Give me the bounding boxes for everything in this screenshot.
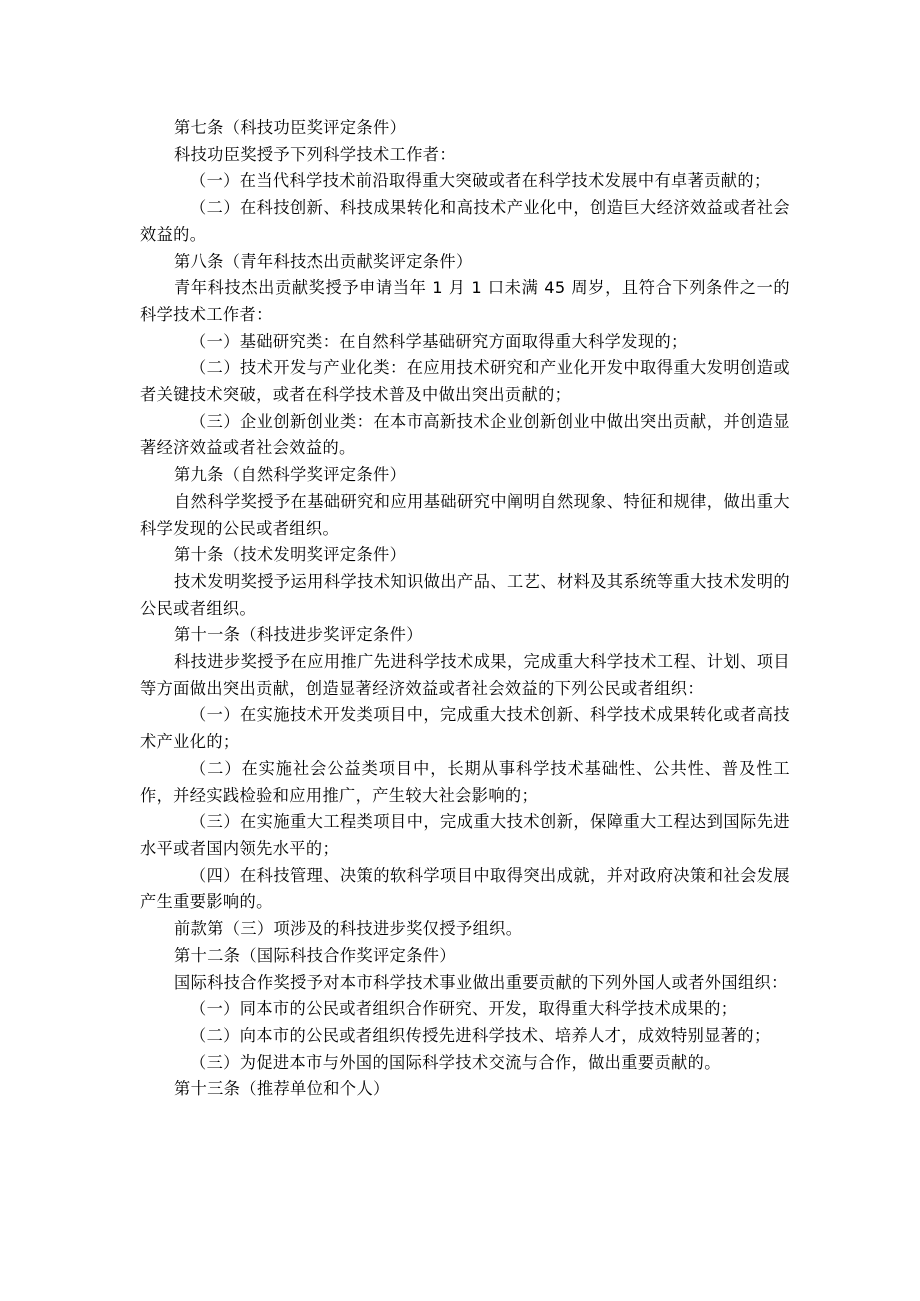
list-item: （二）在科技创新、科技成果转化和高技术产业化中，创造巨大经济效益或者社会效益的。 [140,198,790,244]
paragraph: 科技进步奖授予在应用推广先进科学技术成果，完成重大科学技术工程、计划、项目等方面做出突出贡献，创造显著经济效益或者社会效益的下列公民或者组织： [140,652,790,698]
article-heading: 第七条（科技功臣奖评定条件） [174,118,407,137]
article-heading: 第十二条（国际科技合作奖评定条件） [174,945,456,965]
paragraph: 自然科学奖授予在基础研究和应用基础研究中阐明自然现象、特征和规律，做出重大科学发现的公民或者组织。 [140,491,790,538]
list-item: （三）为促进本市与外国的国际科学技术交流与合作，做出重要贡献的。 [190,1052,721,1072]
article-heading: 第十条（技术发明奖评定条件） [174,545,407,565]
list-item: （一）在当代科学技术前沿取得重大突破或者在科学技术发展中有卓著贡献的； [190,171,771,191]
list-item: （三）在实施重大工程类项目中，完成重大技术创新，保障重大工程达到国际先进水平或者国内领先水平的； [140,812,790,858]
paragraph: 国际科技合作奖授予对本市科学技术事业做出重要贡献的下列外国人或者外国组织： [174,972,788,992]
list-item: （三）企业创新创业类：在本市高新技术企业创新创业中做出突出贡献，并创造显著经济效益或者社会效益的。 [140,411,790,458]
document-body [140,115,790,1103]
article-heading: 第八条（青年科技杰出贡献奖评定条件） [174,251,473,271]
list-item: （一）同本市的公民或者组织合作研究、开发，取得重大科学技术成果的； [190,999,738,1019]
list-item: （二）技术开发与产业化类：在应用技术研究和产业化开发中取得重大发明创造或者关键技术突破，或者在科学技术普及中做出突出贡献的； [140,358,790,405]
paragraph: 青年科技杰出贡献奖授予申请当年 1 月 1 口未满 45 周岁，且符合下列条件之一的科学技术工作者： [140,278,790,324]
article-heading: 第十一条（科技进步奖评定条件） [174,625,423,645]
list-item: （二）在实施社会公益类项目中，长期从事科学技术基础性、公共性、普及性工作，并经实践检验和应用推广，产生较大社会影响的； [140,758,790,805]
paragraph: 技术发明奖授予运用科学技术知识做出产品、工艺、材料及其系统等重大技术发明的公民或者组织。 [140,571,790,618]
paragraph: 科技功臣奖授予下列科学技术工作者： [174,144,456,164]
list-item: （一）基础研究类：在自然科学基础研究方面取得重大科学发现的； [190,331,688,351]
article-heading: 第十三条（推荐单位和个人） [174,1079,390,1099]
list-item: （一）在实施技术开发类项目中，完成重大技术创新、科学技术成果转化或者高技术产业化的； [140,705,790,752]
article-heading: 第九条（自然科学奖评定条件） [174,465,407,485]
paragraph: 前款第（三）项涉及的科技进步奖仅授予组织。 [174,919,523,939]
list-item: （二）向本市的公民或者组织传授先进科学技术、培养人才，成效特别显著的； [190,1025,771,1045]
list-item: （四）在科技管理、决策的软科学项目中取得突出成就，并对政府决策和社会发展产生重要影响的。 [140,865,790,912]
